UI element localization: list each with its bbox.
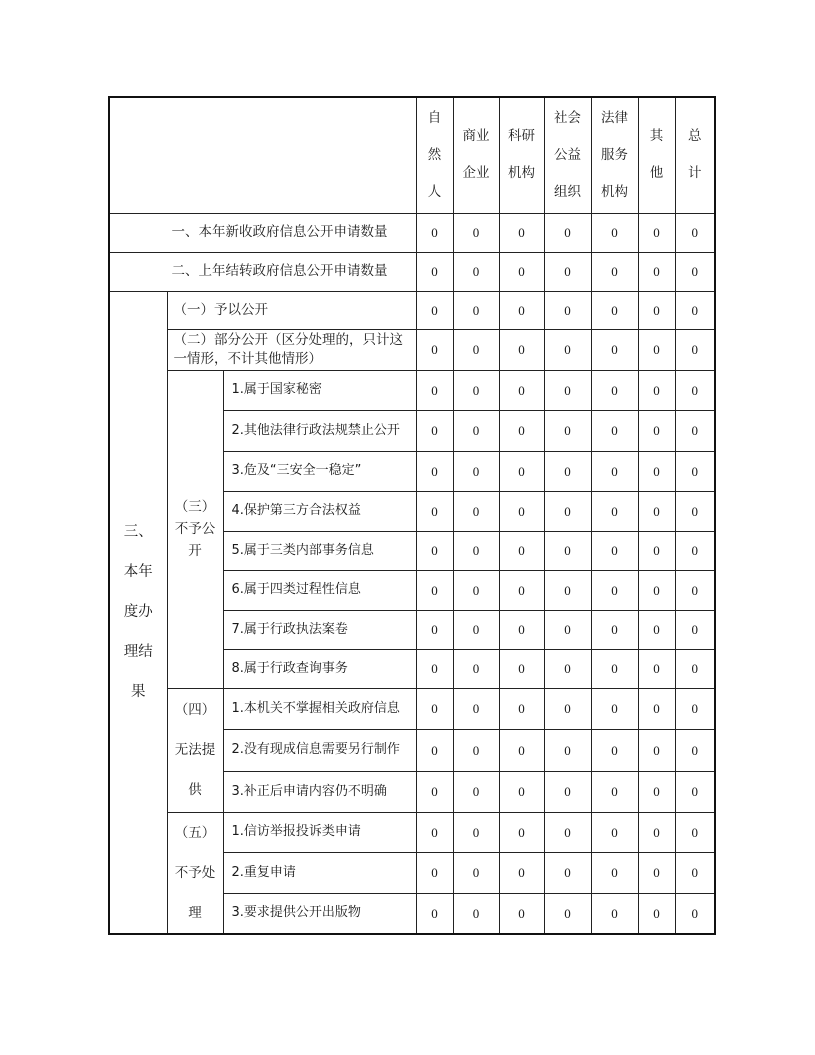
value-cell: 0 (416, 531, 453, 570)
value-cell: 0 (499, 213, 544, 252)
item-label: 3.要求提供公开出版物 (223, 893, 416, 933)
value-cell: 0 (499, 649, 544, 688)
value-cell: 0 (591, 649, 638, 688)
value-cell: 0 (591, 370, 638, 410)
value-cell: 0 (675, 531, 715, 570)
value-cell: 0 (416, 491, 453, 531)
value-cell: 0 (416, 252, 453, 291)
value-cell: 0 (675, 451, 715, 491)
value-cell: 0 (416, 570, 453, 610)
value-cell: 0 (638, 771, 675, 812)
option-1-label: （一）予以公开 (167, 291, 416, 329)
value-cell: 0 (499, 451, 544, 491)
item-label: 2.没有现成信息需要另行制作 (223, 729, 416, 771)
value-cell: 0 (675, 852, 715, 893)
value-cell: 0 (591, 729, 638, 771)
value-cell: 0 (416, 213, 453, 252)
item-label: 1.本机关不掌握相关政府信息 (223, 688, 416, 729)
value-cell: 0 (453, 610, 499, 649)
value-cell: 0 (591, 771, 638, 812)
value-cell: 0 (591, 329, 638, 370)
value-cell: 0 (544, 451, 591, 491)
value-cell: 0 (499, 771, 544, 812)
value-cell: 0 (638, 852, 675, 893)
value-cell: 0 (638, 291, 675, 329)
value-cell: 0 (591, 812, 638, 852)
value-cell: 0 (416, 329, 453, 370)
value-cell: 0 (675, 812, 715, 852)
value-cell: 0 (638, 329, 675, 370)
value-cell: 0 (591, 688, 638, 729)
value-cell: 0 (499, 531, 544, 570)
value-cell: 0 (544, 649, 591, 688)
value-cell: 0 (638, 688, 675, 729)
value-cell: 0 (453, 491, 499, 531)
value-cell: 0 (638, 893, 675, 933)
value-cell: 0 (453, 531, 499, 570)
value-cell: 0 (453, 291, 499, 329)
table-row (109, 812, 715, 852)
item-label: 2.其他法律行政法规禁止公开 (223, 410, 416, 451)
row-label-carried-over: 二、上年结转政府信息公开申请数量 (109, 252, 416, 291)
value-cell: 0 (638, 729, 675, 771)
value-cell: 0 (416, 610, 453, 649)
value-cell: 0 (499, 812, 544, 852)
header-other: 其 他 (638, 97, 675, 213)
info-disclosure-table (108, 96, 716, 935)
table-row (109, 370, 715, 410)
value-cell: 0 (675, 252, 715, 291)
value-cell: 0 (675, 729, 715, 771)
value-cell: 0 (675, 610, 715, 649)
value-cell: 0 (499, 570, 544, 610)
item-label: 6.属于四类过程性信息 (223, 570, 416, 610)
value-cell: 0 (453, 649, 499, 688)
value-cell: 0 (591, 610, 638, 649)
value-cell: 0 (638, 531, 675, 570)
value-cell: 0 (544, 771, 591, 812)
table-row (109, 688, 715, 729)
value-cell: 0 (453, 451, 499, 491)
header-natural-person: 自 然 人 (416, 97, 453, 213)
item-label: 5.属于三类内部事务信息 (223, 531, 416, 570)
value-cell: 0 (544, 370, 591, 410)
value-cell: 0 (544, 893, 591, 933)
value-cell: 0 (675, 370, 715, 410)
value-cell: 0 (675, 491, 715, 531)
value-cell: 0 (638, 410, 675, 451)
value-cell: 0 (591, 852, 638, 893)
header-research: 科研 机构 (499, 97, 544, 213)
value-cell: 0 (544, 812, 591, 852)
row-label-new-requests: 一、本年新收政府信息公开申请数量 (109, 213, 416, 252)
value-cell: 0 (499, 729, 544, 771)
value-cell: 0 (453, 410, 499, 451)
value-cell: 0 (638, 649, 675, 688)
value-cell: 0 (453, 213, 499, 252)
value-cell: 0 (499, 688, 544, 729)
value-cell: 0 (675, 771, 715, 812)
value-cell: 0 (591, 531, 638, 570)
value-cell: 0 (675, 213, 715, 252)
header-blank-cell (109, 97, 416, 213)
value-cell: 0 (416, 893, 453, 933)
table-row (109, 291, 715, 329)
value-cell: 0 (638, 610, 675, 649)
value-cell: 0 (499, 491, 544, 531)
item-label: 1.属于国家秘密 (223, 370, 416, 410)
value-cell: 0 (675, 329, 715, 370)
value-cell: 0 (416, 291, 453, 329)
item-label: 8.属于行政查询事务 (223, 649, 416, 688)
value-cell: 0 (638, 491, 675, 531)
item-label: 4.保护第三方合法权益 (223, 491, 416, 531)
value-cell: 0 (544, 852, 591, 893)
value-cell: 0 (544, 291, 591, 329)
value-cell: 0 (453, 329, 499, 370)
value-cell: 0 (544, 570, 591, 610)
section3-label: 三、 本年 度办 理结 果 (109, 291, 167, 934)
value-cell: 0 (499, 610, 544, 649)
value-cell: 0 (638, 451, 675, 491)
value-cell: 0 (499, 370, 544, 410)
item-label: 3.补正后申请内容仍不明确 (223, 771, 416, 812)
group-g4-label: （四） 无法提 供 (167, 688, 223, 812)
value-cell: 0 (499, 291, 544, 329)
item-label: 1.信访举报投诉类申请 (223, 812, 416, 852)
value-cell: 0 (591, 252, 638, 291)
item-label: 3.危及“三安全一稳定” (223, 451, 416, 491)
value-cell: 0 (416, 812, 453, 852)
group-g5-label: （五） 不予处 理 (167, 812, 223, 934)
value-cell: 0 (499, 252, 544, 291)
value-cell: 0 (675, 570, 715, 610)
option-2-label: （二）部分公开（区分处理的，只计这一情形，不计其他情形） (167, 329, 416, 370)
value-cell: 0 (453, 729, 499, 771)
value-cell: 0 (591, 451, 638, 491)
header-legal-service: 法律 服务 机构 (591, 97, 638, 213)
value-cell: 0 (591, 291, 638, 329)
value-cell: 0 (544, 531, 591, 570)
group-g3-label: （三） 不予公 开 (167, 370, 223, 688)
header-row (109, 97, 715, 213)
value-cell: 0 (638, 370, 675, 410)
value-cell: 0 (638, 213, 675, 252)
value-cell: 0 (416, 852, 453, 893)
header-total: 总 计 (675, 97, 715, 213)
value-cell: 0 (544, 729, 591, 771)
value-cell: 0 (499, 410, 544, 451)
value-cell: 0 (453, 852, 499, 893)
value-cell: 0 (544, 252, 591, 291)
value-cell: 0 (416, 410, 453, 451)
value-cell: 0 (544, 491, 591, 531)
value-cell: 0 (638, 252, 675, 291)
header-public-welfare: 社会 公益 组织 (544, 97, 591, 213)
value-cell: 0 (591, 491, 638, 531)
item-label: 2.重复申请 (223, 852, 416, 893)
table-row (109, 252, 715, 291)
value-cell: 0 (675, 688, 715, 729)
value-cell: 0 (416, 649, 453, 688)
value-cell: 0 (416, 771, 453, 812)
value-cell: 0 (675, 649, 715, 688)
value-cell: 0 (453, 893, 499, 933)
value-cell: 0 (416, 451, 453, 491)
value-cell: 0 (638, 812, 675, 852)
value-cell: 0 (544, 213, 591, 252)
value-cell: 0 (638, 570, 675, 610)
value-cell: 0 (544, 329, 591, 370)
item-label: 7.属于行政执法案卷 (223, 610, 416, 649)
value-cell: 0 (544, 410, 591, 451)
value-cell: 0 (675, 410, 715, 451)
value-cell: 0 (453, 771, 499, 812)
value-cell: 0 (416, 729, 453, 771)
value-cell: 0 (675, 893, 715, 933)
value-cell: 0 (544, 688, 591, 729)
value-cell: 0 (591, 893, 638, 933)
value-cell: 0 (499, 852, 544, 893)
value-cell: 0 (416, 370, 453, 410)
table-row (109, 329, 715, 370)
value-cell: 0 (544, 610, 591, 649)
value-cell: 0 (453, 688, 499, 729)
header-commercial: 商业 企业 (453, 97, 499, 213)
value-cell: 0 (591, 410, 638, 451)
table-row (109, 213, 715, 252)
value-cell: 0 (453, 570, 499, 610)
value-cell: 0 (675, 291, 715, 329)
value-cell: 0 (453, 812, 499, 852)
value-cell: 0 (453, 370, 499, 410)
value-cell: 0 (453, 252, 499, 291)
value-cell: 0 (591, 213, 638, 252)
value-cell: 0 (499, 893, 544, 933)
value-cell: 0 (499, 329, 544, 370)
value-cell: 0 (591, 570, 638, 610)
value-cell: 0 (416, 688, 453, 729)
